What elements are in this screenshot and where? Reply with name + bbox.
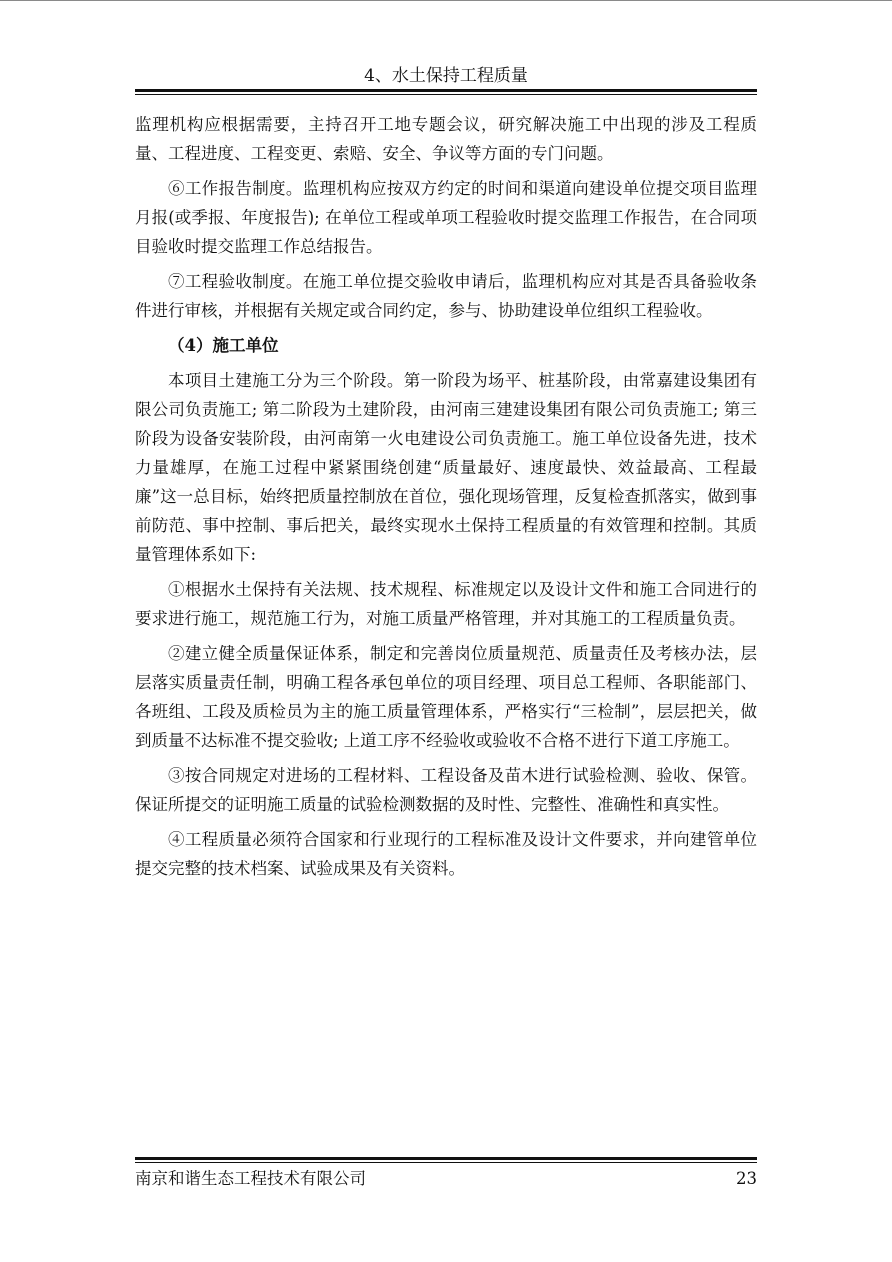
page-top-border [0, 0, 892, 1]
paragraph-work-report-system: ⑥工作报告制度。监理机构应按双方约定的时间和渠道向建设单位提交项目监理月报(或季报、年度报告); 在单位工程或单项工程验收时提交监理工作报告，在合同项目验收时提交监理工作总结报告。 [135, 179, 757, 256]
paragraph-supervision-meetings: 监理机构应根据需要，主持召开工地专题会议，研究解决施工中出现的涉及工程质量、工程进度、工程变更、索赔、安全、争议等方面的专门问题。 [135, 115, 757, 163]
header-rule-thick [135, 89, 757, 92]
section-heading-construction-unit: （4）施工单位 [168, 336, 279, 355]
paragraph-item-2: ②建立健全质量保证体系，制定和完善岗位质量规范、质量责任及考核办法，层层落实质量责任制，明确工程各承包单位的项目经理、项目总工程师、各职能部门、各班组、工段及质检员为主的施工质量管理体系，严格实行“三检制”，层层把关，做到质量不达标准不提交验收; 上道工序不经验收或验收不合格不进行下道工序施工。 [135, 644, 757, 750]
paragraph-item-3: ③按合同规定对进场的工程材料、工程设备及苗木进行试验检测、验收、保管。保证所提交的证明施工质量的试验检测数据的及时性、完整性、准确性和真实性。 [135, 766, 757, 814]
header-rule-thin [135, 94, 757, 95]
paragraph-acceptance-system: ⑦工程验收制度。在施工单位提交验收申请后，监理机构应对其是否具备验收条件进行审核，并根据有关规定或合同约定，参与、协助建设单位组织工程验收。 [135, 272, 757, 320]
paragraph-item-1: ①根据水土保持有关法规、技术规程、标准规定以及设计文件和施工合同进行的要求进行施工，规范施工行为，对施工质量严格管理，并对其施工的工程质量负责。 [135, 580, 757, 628]
footer-company-name: 南京和谐生态工程技术有限公司 [135, 1169, 366, 1188]
document-body [135, 110, 757, 889]
footer-rule-thick [135, 1157, 757, 1160]
paragraph-construction-phases: 本项目土建施工分为三个阶段。第一阶段为场平、桩基阶段，由常嘉建设集团有限公司负责施工; 第二阶段为土建阶段，由河南三建建设集团有限公司负责施工; 第三阶段为设备安装阶段，由河南第一火电建设公司负责施工。施工单位设备先进，技术力量雄厚，在施工过程中紧紧围绕创建“质量最好、速度最快、效益最高、工程最廉”这一总目标，始终把质量控制放在首位，强化现场管理，反复检查抓落实，做到事前防范、事中控制、事后把关，最终实现水土保持工程质量的有效管理和控制。其质量管理体系如下: [135, 371, 757, 564]
paragraph-item-4: ④工程质量必须符合国家和行业现行的工程标准及设计文件要求，并向建管单位提交完整的技术档案、试验成果及有关资料。 [135, 830, 757, 878]
footer-page-number: 23 [736, 1169, 757, 1188]
footer-rule-thin [135, 1162, 757, 1163]
page-header-title: 4、水土保持工程质量 [364, 66, 528, 86]
